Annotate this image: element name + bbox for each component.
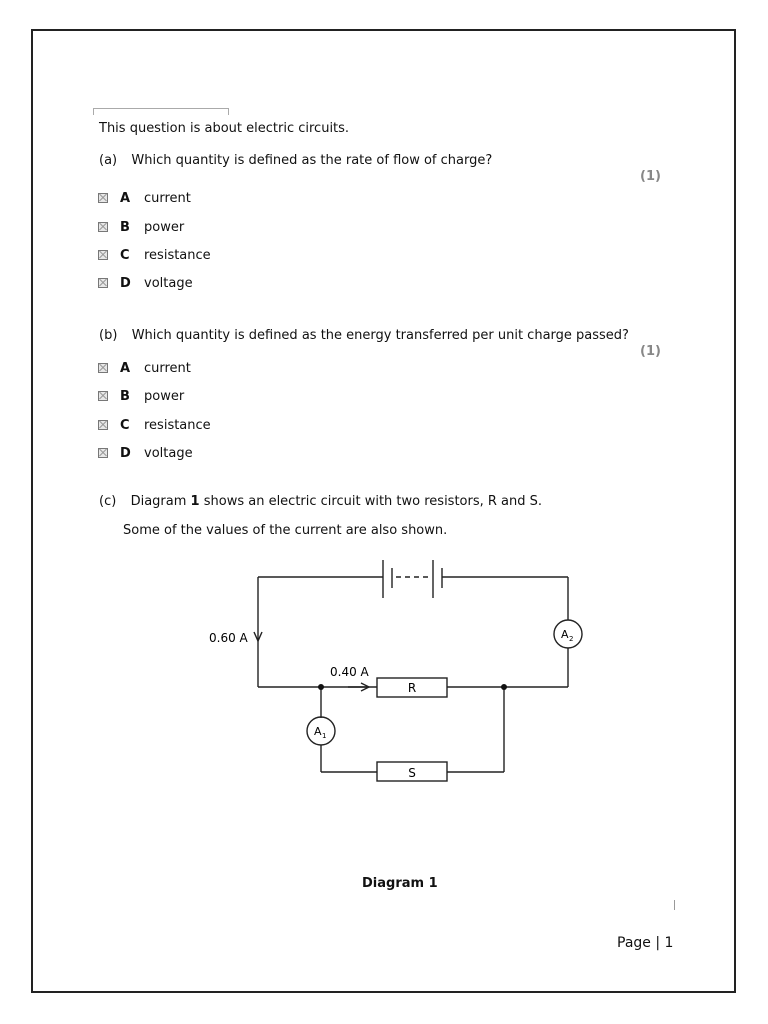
option-text: current	[144, 190, 191, 206]
part-b-label: (b)	[99, 328, 118, 343]
option-text: resistance	[144, 247, 211, 263]
part-c-line2: Some of the values of the current are also shown.	[123, 523, 448, 538]
option-letter: A	[120, 360, 131, 376]
part-a-marks: (1)	[640, 169, 661, 184]
label-ammeter-a2-sub: 2	[569, 635, 574, 643]
part-b-text: Which quantity is defined as the energy transferred per unit charge passed?	[131, 328, 629, 343]
option-text: current	[144, 360, 191, 376]
option-letter: C	[120, 247, 130, 263]
option-letter: D	[120, 445, 131, 461]
junction-right	[501, 684, 507, 690]
label-resistor-r: R	[407, 681, 417, 695]
part-c-label: (c)	[99, 494, 117, 509]
option-letter: B	[120, 388, 130, 404]
part-c-text-post: shows an electric circuit with two resistors, R and S.	[203, 494, 543, 509]
option-text: power	[144, 388, 185, 404]
option-text: resistance	[144, 417, 211, 433]
option-letter: A	[120, 190, 131, 206]
part-c-diagram-number: 1	[190, 494, 200, 509]
option-letter: D	[120, 275, 131, 291]
margin-mark	[674, 900, 675, 910]
label-resistor-s: S	[408, 766, 416, 780]
option-letter: C	[120, 417, 130, 433]
label-ammeter-a1: A	[314, 725, 322, 738]
option-letter: B	[120, 219, 130, 235]
diagram-caption: Diagram 1	[362, 876, 438, 891]
label-branch-current: 0.40 A	[330, 665, 369, 679]
option-text: power	[144, 219, 185, 235]
part-a-label: (a)	[99, 153, 118, 168]
option-text: voltage	[144, 275, 193, 291]
option-text: voltage	[144, 445, 193, 461]
question-intro: This question is about electric circuits.	[99, 121, 350, 136]
part-a-text: Which quantity is defined as the rate of flow of charge?	[131, 153, 493, 168]
label-ammeter-a2: A	[561, 628, 569, 641]
part-c-text-pre: Diagram	[130, 494, 187, 509]
junction-left	[318, 684, 324, 690]
part-b-marks: (1)	[640, 344, 661, 359]
label-main-current: 0.60 A	[209, 631, 248, 645]
label-ammeter-a1-sub: 1	[322, 732, 327, 740]
page-number: Page | 1	[617, 935, 674, 951]
